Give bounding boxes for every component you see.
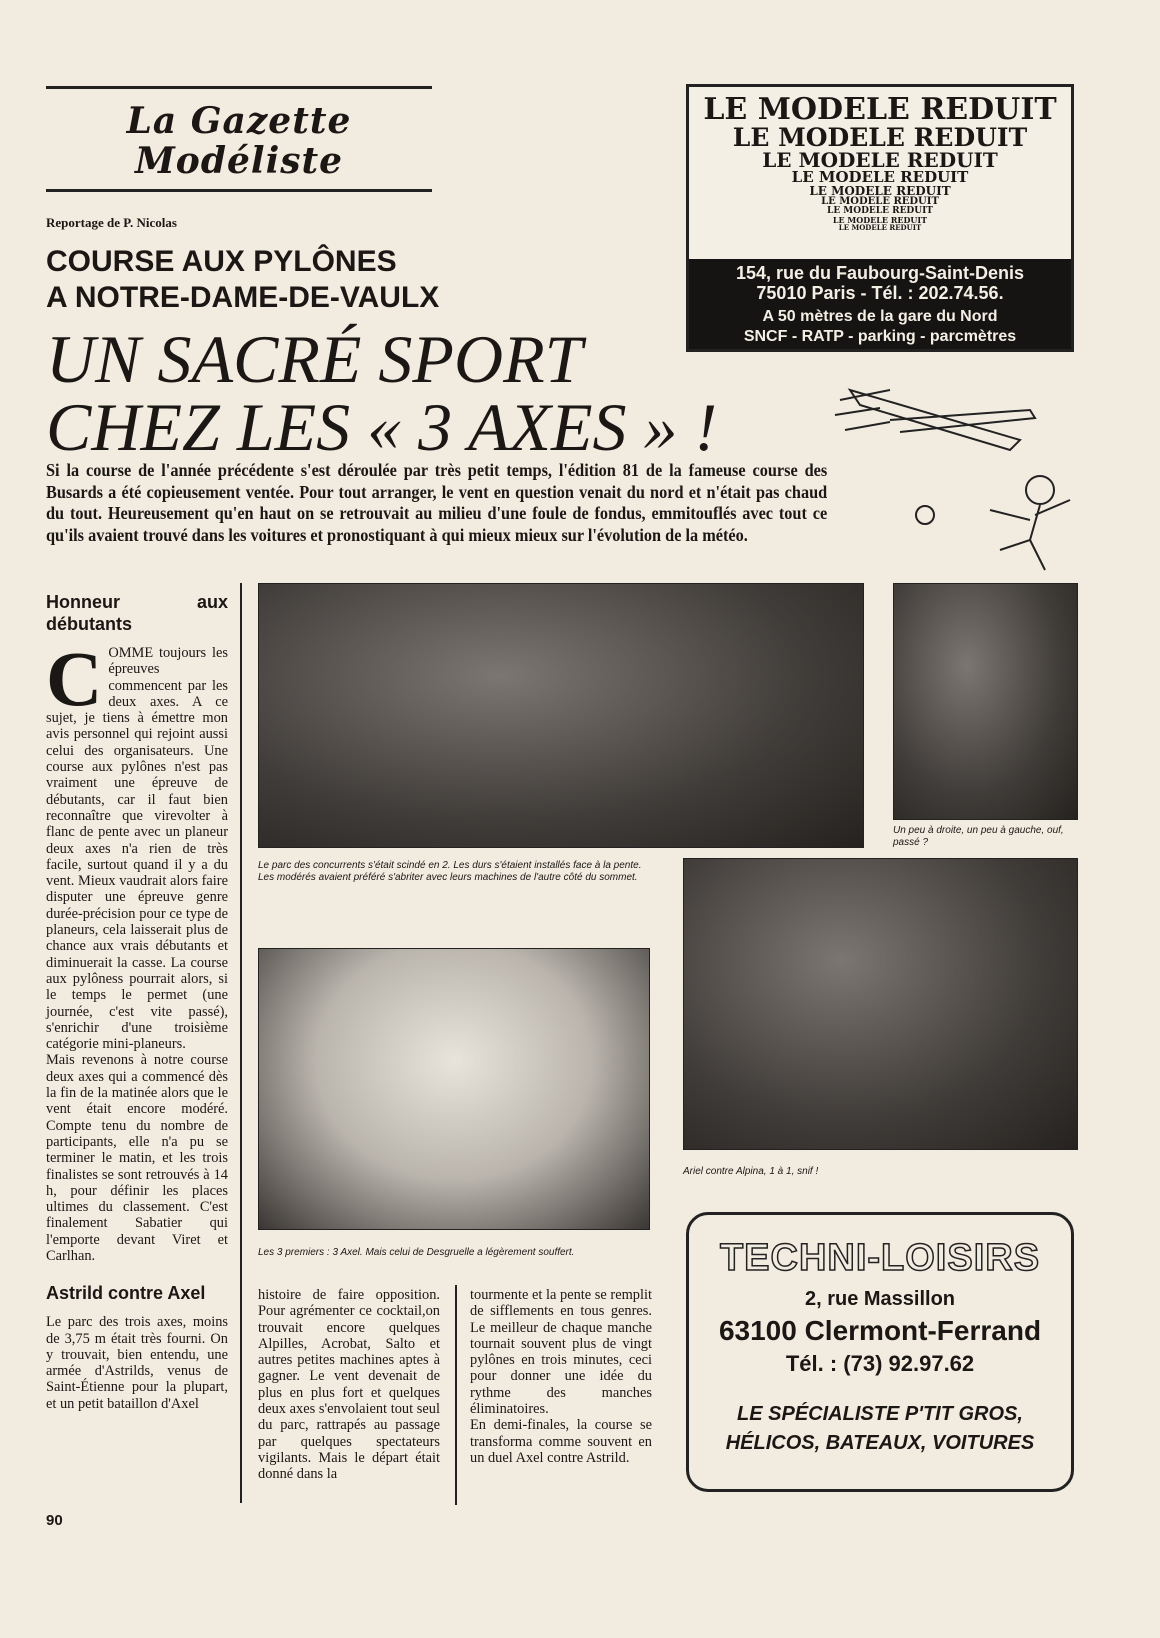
photo-caption: Un peu à droite, un peu à gauche, ouf, passé ? xyxy=(893,825,1064,848)
ad-name: LE MODELE REDUIT xyxy=(826,206,933,216)
ad-address xyxy=(689,259,1071,349)
ad-name: LE MODELE REDUIT xyxy=(809,184,951,198)
paragraph: Mais revenons à notre course deux axes qui a commencé dès la fin de la matinée alors que le vent était encore modéré. Compte tenu du nombre de participants, elle n'a pu se terminer le matin, et les trois finalistes se sont retrouvés à 14 h, pour définir les places ultimes du classement. C'est finalement Sabatier qui l'emporte devant Viret et Carlhan. xyxy=(46,1052,228,1264)
section-heading: Honneur aux débutants xyxy=(46,592,228,634)
address-line: A 50 mètres de la gare du Nord xyxy=(762,308,998,325)
paragraph: OMME toujours les épreuves commencent par les deux axes. A ce sujet, je tiens à émettre mon avis personnel qui rejoint aussi celui des organisateurs. Une course aux pylônes n'est pas vraiment une épreuve de débutants, car il faut bien reconnaître que virevolter à flanc de pente avec un planeur deux axes n'a rien de très facile, surtout quand il y a du vent. Mieux vaudrait alors faire disputer une épreuve genre durée-précision pour ce type de planeurs, cela laisserait plus de chance aux vrais débutants et diminuerait la casse. La course aux pylôness pourrait alors, si le temps le permet (une journée, c'est vite passé), s'enrichir d'une troisième catégorie mini-planeurs. xyxy=(46,645,228,1053)
kicker-line: COURSE AUX PYLÔNES xyxy=(46,245,397,278)
ad-city: 63100 Clermont-Ferrand xyxy=(718,1315,1042,1346)
ad-brand-logo: TECHNI-LOISIRS xyxy=(719,1237,1041,1279)
article-column-1 xyxy=(46,585,228,1412)
title-line: CHEZ LES « 3 AXES » ! xyxy=(46,389,718,465)
column-rule xyxy=(455,1285,457,1505)
drop-cap: C xyxy=(46,635,103,722)
ad-techni-loisirs xyxy=(686,1212,1074,1492)
ad-name: LE MODELE REDUIT xyxy=(832,215,928,225)
article-column-2 xyxy=(258,1287,440,1483)
photo-three-winners xyxy=(258,948,650,1230)
kicker xyxy=(46,244,439,316)
section-heading: Astrild contre Axel xyxy=(46,1283,206,1304)
ad-slogan: LE SPÉCIALISTE P'TIT GROS, xyxy=(737,1403,1023,1425)
paragraph: En demi-finales, la course se transforma comme souvent en un duel Axel contre Astrild. xyxy=(470,1417,652,1466)
byline: Reportage de P. Nicolas xyxy=(46,215,177,230)
kicker-line: A NOTRE-DAME-DE-VAULX xyxy=(46,281,440,314)
cartoon-glider-illustration xyxy=(830,360,1090,590)
photo-caption: Le parc des concurrents s'était scindé en 2. Les durs s'étaient installés face à la pente. Les modérés avaient préféré s'abriter avec leurs machines de l'autre côté du sommet. xyxy=(258,860,642,883)
ad-name: LE MODELE REDUIT xyxy=(821,196,939,207)
paragraph: Le parc des trois axes, moins de 3,75 m était très fourni. On y trouvait, bien entendu, une armée d'Astrilds, venus de Saint-Étienne pour la plupart, et un petit bataillon d'Axel xyxy=(46,1314,228,1412)
address-line: SNCF - RATP - parking - parcmètres xyxy=(743,328,1017,345)
article-column-3 xyxy=(470,1287,652,1466)
page-number: 90 xyxy=(46,1512,63,1529)
ad-name: LE MODELE REDUIT xyxy=(838,223,922,232)
address-line: 154, rue du Faubourg-Saint-Denis xyxy=(735,263,1025,283)
ad-repeated-name xyxy=(689,92,1071,232)
masthead-logo xyxy=(46,86,432,192)
ad-street: 2, rue Massillon xyxy=(804,1288,956,1310)
paragraph: histoire de faire opposition. Pour agrémenter ce cocktail,on trouvait encore quelques Alpilles, Acrobat, Salto et autres petites machines aptes à gagner. Le vent devenait de plus en plus fort et quelques deux axes s'envolaient tout seul du parc, rattrapés au passage par quelques spectateurs vigilants. Mais le départ était donné dans la xyxy=(258,1287,440,1483)
ad-name: LE MODELE REDUIT xyxy=(732,123,1028,152)
photo-caption: Ariel contre Alpina, 1 à 1, snif ! xyxy=(683,1166,819,1177)
ad-name: LE MODELE REDUIT xyxy=(703,92,1057,127)
photo-competitors-park xyxy=(258,583,864,848)
photo-pilot xyxy=(893,583,1078,820)
ad-name: LE MODELE REDUIT xyxy=(762,148,998,172)
ad-slogan: HÉLICOS, BATEAUX, VOITURES xyxy=(725,1432,1035,1454)
lead-paragraph: Si la course de l'année précédente s'est déroulée par très petit temps, l'édition 81 de la fameuse course des Busards a été copieusement ventée. Pour tout arranger, le vent en question venait du nord et n'était pas chaud du tout. Heureusement qu'en haut on se retrouvait au milieu d'une foule de fondus, emmitouflés avec tout ce qu'ils avaient trouvé dans les voitures et pronostiquant à qui mieux mieux sur l'évolution de la météo. xyxy=(46,460,828,545)
page-title xyxy=(46,321,718,465)
ad-le-modele-reduit xyxy=(686,84,1074,352)
photo-caption: Les 3 premiers : 3 Axel. Mais celui de Desgruelle a légèrement souffert. xyxy=(258,1247,575,1258)
paragraph: tourmente et la pente se remplit de sifflements en tous genres. Le meilleur de chaque manche tournait souvent plus de vingt pylônes en trois minutes, ceci pour donner une idée du rythme des manches éliminatoires. xyxy=(470,1287,652,1418)
ad-phone: Tél. : (73) 92.97.62 xyxy=(785,1351,975,1376)
logo-line1: La Gazette xyxy=(126,100,352,142)
ad-name: LE MODELE REDUIT xyxy=(791,168,969,186)
logo-line2: Modéliste xyxy=(134,140,344,182)
column-rule xyxy=(240,583,242,1503)
title-line: UN SACRÉ SPORT xyxy=(46,321,583,397)
photo-ariel-alpina xyxy=(683,858,1078,1150)
address-line: 75010 Paris - Tél. : 202.74.56. xyxy=(756,283,1004,303)
